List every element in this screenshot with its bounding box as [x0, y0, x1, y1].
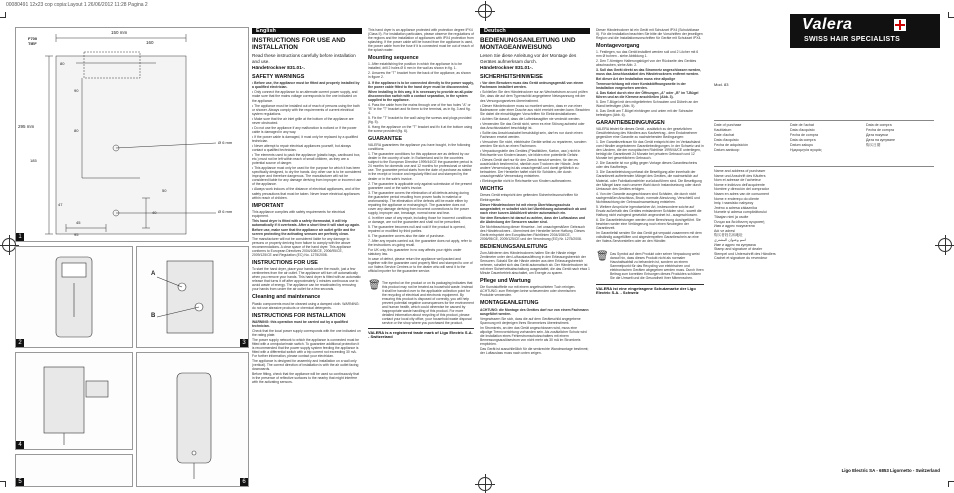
date-label: Datum aankoop	[714, 148, 740, 153]
address-label: Tilaajan nimi ja osoite	[714, 214, 749, 219]
fig1-dim-95: 95	[74, 232, 79, 237]
de-safety-1: • Vor dem Benutzen muss das Gerät ordnungsgemäß von einem Fachmann installiert werden.	[480, 81, 584, 90]
address-label: Numele și adresa cumpărătorului	[714, 210, 767, 215]
address-label: Stamp and signature of dealer	[714, 247, 763, 252]
swiss-cross-icon	[894, 19, 906, 31]
brand-logo	[790, 14, 940, 48]
en-mount-1: 1. After establishing the position in which the appliance is to be installed, drill 2 holes Ø 6 mm in the wall as shown in fig. 1.	[368, 62, 463, 71]
de-important-3: Vor dem Benutzen ist darauf zu achten, dass der Luftauslass und die Abdeckung der Sensoren sauber sind.	[480, 215, 586, 224]
en-guarantee-10: In case of defect, please return the appliance well packed and together with the guarantee card properly filled and stamped to one of our Valera Service Centres or to the dealer who will send it to the official importer for the guarantee service.	[368, 257, 473, 274]
figure-number: 5	[16, 478, 24, 486]
en-mount-6: 5. Fix the "T" bracket to the wall using the screws and plugs provided (fig. 5).	[368, 115, 472, 124]
deutsch-column-1	[480, 28, 590, 490]
address-label: Name und Anschrift des Käufers	[714, 173, 766, 178]
wheelie-bin-icon: 🗑	[368, 279, 381, 291]
crop-mark	[948, 12, 954, 18]
fig1-dim-45: 45	[76, 220, 81, 225]
en-important-2: This hand dryer is fitted with a safety thermostat, it will trip automatically if it overheats. After a short time it will start up again.	[252, 218, 361, 227]
fig1-hole-b: Ø 6 mm	[218, 209, 233, 214]
address-label: اسم وعنوان المشتري	[714, 237, 747, 242]
de-important-2: Dieser Händetrockner ist mit einem Überhitzungsschutz ausgestattet; er schaltet sich bei Überhitzung automatisch ab und nach einer kurzen Abkühlzeit wieder automatisch ein.	[480, 202, 587, 215]
english-column-2	[368, 28, 474, 490]
address-label: Imię i nazwisko nabywcy	[714, 201, 754, 206]
de-guarantee-1: VALERA leistet für dieses Gerät - zusätzlich zu der gesetzlichen Gewährleistung des Händlers aus Kaufvertrag - dem Endabnehmer gegenüber eine Garantie zu nachstehenden Bedingungen:	[596, 126, 698, 140]
fig1-dim-50: 50	[162, 188, 167, 193]
de-clean-1: Die Kunststoffteile nur mit einem angefeuchteten Tuch reinigen. ACHTUNG: zum Reinigen keine scheuernden oder chemischen Produkte verwenden.	[480, 285, 576, 298]
en-guarantee-1: VALERA guarantees the appliance you have bought, in the following conditions:	[368, 143, 471, 152]
de-safety-2: • Schließen Sie den Händetrockner nur an Wechselstrom an und prüfen Sie, dass die auf dem Typenschild angegebene Netzspannung mit der des Versorgungsnetzes übereinstimmt.	[480, 90, 588, 103]
figure-5	[15, 454, 133, 487]
de-mount-3: 3. Soll das Gerät direkt an das Stromnetz angeschlossen werden, muss das Anschlusskabel des Händetrockners entfernt werden.	[596, 68, 702, 77]
en-install-2: The power supply network to which the appliance is connected must be fitted with a omnipolar/main switch. To guarantee additional protection it is recommended that the power supply system feeding the appliance is fitted with a differential switch with a trip current not exceeding 30 mA. For further information, please contact your electrician.	[252, 337, 360, 359]
de-install-1: Vergewissern Sie sich, dass die auf dem Geräteschild angegebene Spannung mit derjenigen Ihres Stromnetzes übereinstimmt.	[480, 316, 581, 325]
figure-number: 6	[240, 478, 248, 486]
date-label: Kaufdatum	[714, 128, 732, 133]
de-safety-8: • Verpackungsteile des Gerätes (Plastiktüten, Karton, usw.) nicht in Reichweite von Kindern lassen, sie bilden eine potentielle Gefahr.	[480, 149, 581, 158]
figure-number: 3	[240, 339, 248, 347]
en-safety-6: • If the power cable is damaged, it must only be replaced by a qualified technician.	[252, 134, 358, 143]
crop-mark	[948, 481, 954, 487]
de-safety-title: SICHERHEITSHINWEISE	[480, 74, 543, 81]
figure-4	[15, 352, 133, 450]
date-label: Ημερομηνία αγοράς	[790, 148, 822, 153]
address-label: Adı ve adresi	[714, 228, 735, 233]
de-install-title: MONTAGEANLEITUNG	[480, 300, 539, 307]
english-column-1	[252, 28, 362, 490]
crop-mark	[0, 481, 6, 487]
de-mount-4: Bei dieser Art der Installation muss eine allpolige Trennvorrichtung mit einer Kontaktöffnungsweite in der Installation vorgesehen werden.	[596, 77, 686, 90]
address-label: Nom et adresse de l'acheteur	[714, 178, 761, 183]
date-of-purchase-table	[714, 120, 934, 153]
en-important-1: This appliance complies with safety requirements for electrical equipment.	[252, 209, 346, 218]
date-label: Fecha de adquisición	[714, 143, 748, 148]
address-label: Nome e endereço do cliente	[714, 196, 759, 201]
en-title: INSTRUCTIONS FOR USE AND INSTALLATION	[252, 37, 346, 52]
de-safety-9: • Dieses Gerät darf nur für den Zweck benutzt werden, für den es ausdrücklich bestimmt ist, nämlich zum Trocknen der Hände. Jede andere Verwendung ist als unsachgemäß und damit gefährlich zu betrachten. Der Hersteller haftet nicht für Schäden, die durch unsachgemäße Verwendung entstehen.	[480, 158, 580, 179]
de-guarantee-4: 3. Die Garantieleistung umfasst die Beseitigung aller innerhalb der Garantiezeit auftretenden Mängel des Gerätes, die nachweislich auf Material- oder Fabrikationsfehler zurückzuführen sind. Die Beseitigung der Mängel kann nach unserer Wahl durch Instandsetzung oder durch Umtausch des Gerätes erfolgen.	[596, 170, 702, 191]
company-address: Ligo Electric SA - 6853 Ligornetto - Switzerland	[841, 468, 940, 473]
en-guarantee-7: 6. The guarantee covers also the date of purchase.	[368, 234, 445, 239]
en-safety-10: • Always work indoors of the distance of electrical appliances, and of the safety precautions that must be taken. Never leave electrical appliances within reach of children.	[252, 187, 361, 200]
date-label: Fecha de compra	[866, 128, 894, 133]
date-label: Date of purchase	[714, 123, 742, 127]
de-guarantee-3: 2. Die Garantie ist nur gültig gegen Vorlage dieses Garantiescheins oder des Kaufbelegs.	[596, 161, 698, 170]
de-safety-5: • Verwenden Sie das Gerät nicht, wenn es eine Störung aufweist oder das Anschlusskabel beschädigt ist.	[480, 121, 585, 130]
en-mount-7: 6. Hang the appliance on the "T" bracket and fix it at the bottom using the screw provided (fig. 6).	[368, 124, 473, 134]
en-model: Händetrockner 831.01-.	[252, 66, 305, 72]
date-label: Дата на купуване	[866, 138, 895, 143]
figure-6	[136, 352, 249, 487]
en-clean-1: Plastic components must be cleaned using a damped cloth. WARNING: do not use abrasive products or chemical detergents.	[252, 301, 360, 310]
en-install-3: The appliance is designed for assembly and installation on a wall only (vertical). The correct direction of installation is with the air outlet facing downwards.	[252, 359, 359, 372]
registration-mark	[478, 4, 492, 18]
de-mount-title: Montagevorgang	[596, 43, 640, 50]
fig1-height: 295 mm	[18, 124, 35, 129]
date-label: Дата покупки	[866, 133, 888, 138]
figure-number: 4	[16, 441, 24, 449]
en-mount-4: When installing in this way, it is necessary to provide an all-polar disconnection switch with a contact separation, in the system supplied to the appliance.	[368, 89, 473, 102]
address-label: Nome e indirizzo dell'acquirente	[714, 182, 765, 187]
en-guarantee-6: 5. The guarantee becomes null and void if the product is opened, repaired or modified by third parties.	[368, 225, 466, 234]
en-guarantee-8: 7. After any repairs carried out, the guarantee does not apply, refer to the instructions on-going recall.	[368, 239, 472, 248]
brand-tagline: SWISS HAIR SPECIALISTS	[804, 36, 901, 43]
fig1-tag: F700 TIEF	[28, 36, 38, 46]
en-guarantee-5: 4. In either case of any repair, including those for incorrect conditions or damage, are not the guarantee and shall not be prescribed.	[368, 215, 472, 224]
en-important-title: IMPORTANT	[252, 202, 284, 209]
de-guarantee-8: Im Garantiefall senden Sie das Gerät gut verpackt zusammen mit dem vollständig ausgefüllten und abgestempelten Garantieschein an eine der Valera-Servicestellen oder an den Händler.	[596, 231, 702, 244]
fig3-label-a: A	[151, 271, 156, 277]
en-guarantee-title: GUARANTEE	[368, 136, 403, 143]
bracket-illustration	[16, 247, 132, 347]
en-mount-3: 3. If the appliance is to be connected directly to the power supply, the power cable fitted to the hand dryer must be disconnected.	[368, 80, 474, 89]
de-clean-title: Pflege und Wartung	[480, 278, 531, 285]
en-safety-4: • Make sure that the air inlet grille at the bottom of the appliance are never obstructed.	[252, 116, 354, 125]
en-safety-5: • Do not use the appliance if any malfunction is noticed or if the power cable is damaged in any way.	[252, 125, 357, 134]
de-install-warn: ACHTUNG: die Montage des Gerätes darf nur von einem Fachmann ausgeführt werden.	[480, 307, 589, 316]
de-guarantee-5: 4. Von der Garantie ausgeschlossen sind Schäden, die durch nicht sachgemäßen Anschluss, Bruch, normale Abnutzung, Verschleiß und Nichtbeachtung der Gebrauchsanweisung entstehen.	[596, 191, 700, 204]
en-install-4: Before fitting, check that the appliance will be used so continuously that in the presence of reflective surfaces to the nearby that might interfere with the activating sensors.	[252, 372, 360, 385]
fig1-width-top: 150 mm	[111, 30, 128, 35]
en-clean-title: Cleaning and maintenance	[252, 294, 321, 301]
de-important-4: Die Nichtbeachtung dieser Hinweise - bei unsachgemäßem Gebrauch des Händetrockners - übernimmt der Hersteller keine Haftung. Dieses Gerät entspricht den Europäischen Richtlinien 2004/108/CE, 2006/95/CE, 2009/125/CE und der Verordnung (EG) Nr. 1275/2008.	[480, 224, 585, 241]
name-address-table	[714, 166, 934, 261]
figure-2	[15, 246, 133, 348]
address-label: Cachet et signature du revendeur	[714, 256, 768, 261]
fig3-label-b: B	[151, 313, 156, 319]
address-label: Jméno a adresa zákazníka	[714, 205, 757, 210]
en-guarantee-9: For UK only, this guarantee in no way affects your rights under statutory law.	[368, 248, 462, 257]
de-intro: Dieser Händetrockner ist ein Gerät mit Schutzart IPX4 (Schutzklasse II). Für die Installation beachten Sie bitte die Vorschriften der jeweiligen Region und die Installationsvorschriften für Geräte mit Schutzart IPX4.	[596, 28, 703, 41]
address-label: Nombre y dirección del comprador	[714, 187, 769, 192]
date-label: Data de compra	[866, 123, 892, 127]
en-guarantee-3: 2. The guarantee is applicable only against submission of the present guarantee card or the sale's invoice.	[368, 181, 472, 190]
fig1-hole-a: Ø 6 mm	[218, 140, 233, 145]
date-label: Data da compra	[790, 138, 816, 143]
date-label-col-3	[866, 123, 934, 153]
de-important-title: WICHTIG	[480, 186, 504, 193]
date-label: Data d'acquisto	[790, 128, 815, 133]
en-safety-9: • This appliance must only be used for the purpose for which it has been specifically designed, to dry the hands. Any other use is to be considered improper and therefore dangerous. The manufacturer will not be considered liable for any damage deriving from improper or incorrect use of the appliance.	[252, 166, 362, 187]
fig1-dim-80b: 80	[74, 128, 79, 133]
fig1-dim-80a: 80	[60, 61, 65, 66]
date-label: 购买日期	[866, 143, 881, 148]
en-safety-1: • Before use, the appliance must be fitted and properly installed by a qualified electrician.	[252, 81, 360, 90]
de-safety-4: • Achten Sie darauf, dass die Lufteinlassgitter nie verdeckt werden.	[480, 116, 581, 121]
figure-number: 1	[16, 233, 24, 241]
fig1-dim-40: 40	[152, 210, 157, 215]
address-label: Stempel und Unterschrift des Händlers	[714, 251, 776, 256]
de-important-1: Dieses Gerät entspricht den geltenden Sicherheitsvorschriften für Elektrogeräte.	[480, 193, 579, 202]
de-lead: Lesen Sie diese Anleitung vor der Montage des Gerätes aufmerksam durch.	[480, 53, 577, 64]
wheelie-bin-icon: 🗑	[596, 251, 609, 263]
cable-illustration	[137, 247, 248, 347]
de-guarantee-2: 1. Der Garantiezeitraum für das Gerät entspricht den im Verkaufsland vom Händler angebotenen Garantiebedingungen. In der Schweiz und in den Ländern, die der europäischen Richtlinie 1999/44/CE unterliegen, beträgt die Garantiezeit 24 Monate bei privatem Gebrauch und 12 Monate bei gewerblichem Gebrauch.	[596, 140, 704, 161]
en-mount-2: 2. Unscrew the "T" bracket from the back of the appliance, as shown in figure 2.	[368, 71, 471, 80]
de-mount-5: 4. Das Kabel durch eine der Öffnungen „A" oder „B" im T-Bügel führen und an die Klemme anschließen (Abb. 3).	[596, 90, 699, 99]
address-label: Name and address of purchaser	[714, 169, 766, 173]
de-install-3: Das Gerät ist ausschließlich für die senkrechte Wandmontage bestimmt; der Luftauslass muss nach unten zeigen.	[480, 346, 589, 355]
de-safety-6: • Sollte das Anschlusskabel beschädigt sein, darf es nur durch einen Fachmann ersetzt werden.	[480, 130, 583, 139]
fig1-dim-47: 47	[58, 202, 63, 207]
en-guarantee-4: 3. The guarantee covers the elimination of all defects arising during the guarantee period resulting from proven faults in material or workmanship. The elimination of the defects will be made either by repairing the appliance or exchanging it. The guarantee does not cover any damage deriving from incorrect connections to the power supply, improper use, breakage, normal wear and tear.	[368, 190, 470, 215]
en-install-title: INSTRUCTIONS FOR INSTALLATION	[252, 312, 346, 319]
en-safety-3: • The appliance must be installed out of reach of persons using the bath or shower. Always comply with the requirements of current electrical system regulations.	[252, 103, 360, 116]
de-safety-7: • Versuchen Sie nicht, elektrische Geräte selbst zu reparieren, sondern wenden Sie sich an einen Fachmann.	[480, 139, 587, 148]
figure-3	[136, 246, 249, 348]
en-trademark: VALERA is a registered trade mark of Ligo Electric S.A. - Switzerland	[368, 330, 473, 340]
en-safety-7: • Never attempt to repair electrical appliances yourself, but always contact a qualified technician.	[252, 143, 351, 153]
figure-number: 2	[16, 339, 24, 347]
de-safety-3: • Dieser Händetrockner muss so montiert werden, dass er von einer Badewanne oder einer Dusche aus nicht erreicht werden kann. Beachten Sie dabei die einschlägigen Vorschriften für Elektroinstallationen.	[480, 103, 590, 116]
en-intro: This hand dryer is an appliance protected with protection degree IPX4 (Class II). For installation particulars, please observe the regulations of the regions and the installation of appliances with IPX4 protection from splashing. If the power cable will be hosed from the appliance is used, the power cable from the fuse if it is connected must be out of reach of the splash water.	[368, 28, 474, 53]
en-safety-8: • The elements used to pack the appliance (plastic bags, cardboard box, etc.) must not be left within reach of small children, as they are a potential source of danger.	[252, 153, 361, 166]
date-label: Fecha de compra	[790, 133, 818, 138]
en-important-4: The manufacturer will not be considered liable for any damage to persons or property deriving from failure to comply with the above recommendations. A clear space of the hand dryer. This appliance conforms to European Directives 2004/108/CE, 2006/95/CE, 2009/125/CE and Regulation (EC) No. 1275/2008.	[252, 236, 352, 258]
date-label-col-2	[790, 123, 866, 153]
date-label: Datum zakupu	[790, 143, 814, 148]
en-guarantee-2: 1. The guarantee conditions for this appliance are as defined by our dealer in the country of sale. In Switzerland and in the countries subject to the European Directive 1999/44/CE the guarantee period is 24 months for domestic use and 12 months for professional or similar use. The guarantee period starts from the date of purchase as stated in the receipt or invoice and regularly filled out and stamped by the dealer or in the sale's invoice.	[368, 152, 473, 181]
address-label: Име и адрес на купувача	[714, 242, 756, 247]
fig1-dim-185: 185	[30, 158, 37, 163]
figure-1	[15, 27, 249, 242]
de-guarantee-7: 6. Die Garantieleistungen werden ohne Berechnung durchgeführt. Sie bewirken weder eine Verlängerung noch einen Neubeginn der Garantiezeit.	[596, 217, 701, 231]
en-weee: The symbol on the product or on its packaging indicates that this product may not be treated as household waste. Instead it shall be handed over to the applicable collection point for the recycling of electrical and electronic equipment. By ensuring this product is disposed of correctly, you will help prevent potential negative consequences for the environment and human health, which could otherwise be caused by inappropriate waste handling of this product. For more detailed information about recycling of this product, please contact your local city office, your household waste disposal service or the shop where you purchased the product.	[382, 280, 474, 325]
crop-mark	[0, 12, 6, 18]
de-guarantee-title: GARANTIEBEDINGUNGEN	[596, 119, 665, 126]
registration-mark	[938, 238, 952, 252]
en-mount-5: 4. Pass the cable from the mains through one of the two holes "A" or "B" in the "T" bracket and fix them to the terminal, as in fig. 3 and fig. 4.	[368, 102, 471, 115]
de-mount-2: 2. Den T-förmigen Halterungsbügel von der Rückseite des Gerätes abschrauben, siehe Abb. 2.	[596, 59, 697, 68]
print-header: 00080491 12x23 cop copia:Layout 1 26/06/2012 11:28 Pagina 2	[6, 2, 148, 8]
model-label: Mod. 83	[714, 82, 729, 87]
language-tab-english: English	[252, 28, 362, 34]
address-label: Имя и адрес покупателя	[714, 224, 755, 229]
en-mount-title: Mounting sequence	[368, 55, 419, 62]
en-safety-2: • Only connect the appliance to an alternate current power supply, and make sure that the mains voltage corresponds to the one indicated on the appliance.	[252, 90, 358, 103]
brand-name: Valera	[802, 16, 853, 33]
de-weee: Das Symbol auf dem Produkt oder seiner Verpackung weist darauf hin, dass dieses Produkt nicht als normaler Haushaltsabfall zu behandeln ist, sondern an einem Sammelpunkt für das Recycling von elektrischen und elektronischen Geräten abgegeben werden muss. Durch Ihren Beitrag zum korrekten Entsorgen dieses Produktes schützen Sie die Umwelt und die Gesundheit Ihrer Mitmenschen.	[610, 252, 704, 281]
de-install-2: Im Stromkreis, an den das Gerät angeschlossen wird, muss eine allpolige Trennvorrichtung vorhanden sein. Als zusätzlicher Schutz wird die Installation eines Fehlerstromschutzschalters mit einem Bemessungsauslösestrom von nicht mehr als 30 mA im Stromkreis empfohlen.	[480, 325, 587, 346]
wiring-illustration	[16, 353, 132, 449]
en-use-1: To start the hand dryer, place your hands under the mouth, just a few centimetres from the air outlet. The appliance will turn off automatically when you remove your hands. This hand dryer is fitted with an automatic release that turns it off after approximately 1 minutes continuous use to avoid waste of energy. The appliance can be reactivated by removing your hands from under the air outlet for a few seconds.	[252, 267, 361, 292]
de-guarantee-6: 5. Weitere Ansprüche irgendwelcher Art, insbesondere solche auf Ersatz außerhalb des Gerätes entstandener Schäden sind - soweit die Haftung nicht zwingend gesetzlich angeordnet ist - ausgeschlossen.	[596, 204, 702, 217]
mounted-dryer-illustration	[137, 353, 248, 486]
address-label: Naam en adres van de consument	[714, 191, 769, 196]
de-safety-10: • Elektrogeräte nicht in Reichweite von Kindern aufbewahren.	[480, 179, 573, 184]
en-install-warn: WARNING: this operation must be carried out by a qualified technician.	[252, 319, 348, 328]
en-install-1: Check that the local power supply corresponds with the one indicated on the rating plate.	[252, 328, 361, 337]
fig1-width-mid: 160	[146, 40, 154, 45]
de-use-title: BEDIENUNGSANLEITUNG	[480, 243, 548, 250]
de-mount-7: 6. Das Gerät am T-Bügel einhängen und unten mit der Schraube befestigen (Abb. 6).	[596, 108, 694, 117]
en-safety-title: SAFETY WARNINGS	[252, 74, 305, 81]
de-trademark: VALERA ist eine eingetragene Schutzmarke der Ligo Electric S.A. - Schweiz	[596, 285, 696, 295]
deutsch-column-2	[596, 28, 704, 490]
date-label: Date de l'achat	[790, 123, 814, 127]
date-label: Date d'achat	[714, 133, 735, 138]
en-important-3: Before use, make sure that the appliance air outlet grille and the screen protecting the activating sensors are perfectly clean.	[252, 227, 356, 236]
de-mount-1: 1. Festlegen, wo das Gerät installiert werden soll und 2 Löcher mit 6 mm Ø bohren - siehe Abbildung 1.	[596, 50, 699, 59]
de-mount-6: 5. Den T-Bügel mit den mitgelieferten Schrauben und Dübeln an der Wand befestigen (Abb. 5).	[596, 99, 699, 108]
en-lead: Read these instructions carefully before installation and use.	[252, 53, 356, 64]
en-use-title: INSTRUCTIONS FOR USE	[252, 260, 318, 267]
address-label: 购买者姓名和地址	[714, 233, 743, 238]
fig1-dim-90: 90	[74, 88, 79, 93]
language-tab-deutsch: Deutsch	[480, 28, 590, 34]
date-label-col-1	[714, 123, 790, 153]
date-label: Data d'acquisto	[714, 138, 739, 143]
de-model: Händetrockner 831.01-.	[480, 66, 533, 72]
de-use-1: Zum Aktivieren des Händetrockners halten Sie die Hände einige Zentimeter unter den Luftauslassöffnung in den Erfassungsbereich der Sensoren. Sobald Sie die Hände wieder aus dem Erfassungsbereich nehmen, schaltet sich das Gerät automatisch ab. Der Händetrockner ist mit einer Sicherheitsabschaltung ausgestattet, die das Gerät nach etwa 1 Minute Dauerbetrieb abschaltet, um Energie zu sparen.	[480, 251, 590, 276]
dimension-drawing	[16, 28, 248, 241]
address-label: Όνομα και διεύθυνση αγοραστή	[714, 219, 765, 224]
registration-mark	[2, 238, 16, 252]
de-title: BEDIENUNGSANLEITUNG UND MONTAGEANWEISUNG	[480, 37, 576, 52]
